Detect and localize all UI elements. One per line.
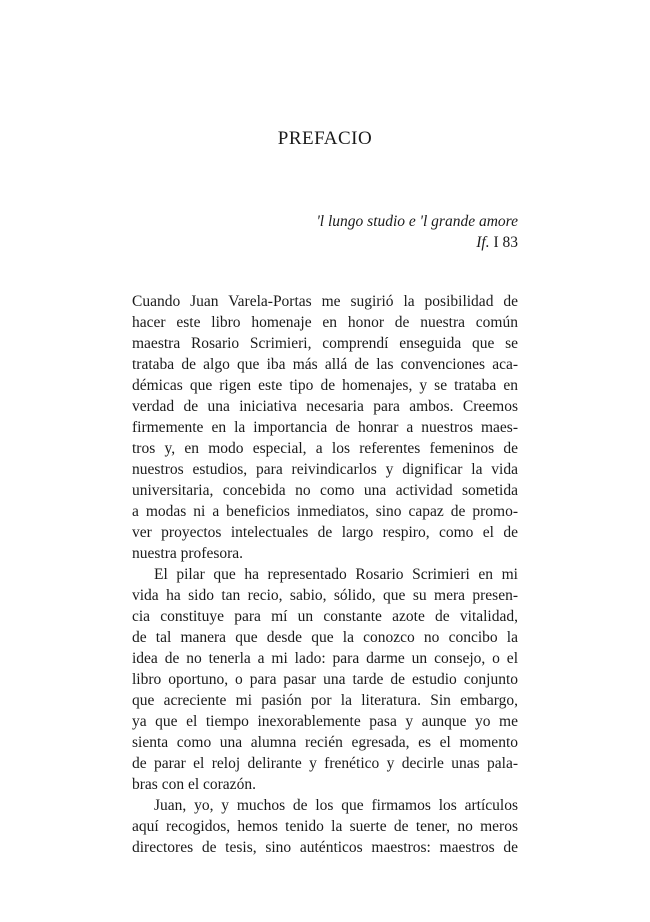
text-line: universitaria, concebida no como una actividad sometida: [132, 482, 518, 499]
text-line: trataba de algo que iba más allá de las convenciones aca-: [132, 356, 518, 373]
text-line: vida ha sido tan recio, sabio, sólido, que su mera presen-: [132, 587, 518, 604]
paragraph: [132, 291, 518, 564]
text-line: tros y, en modo especial, a los referentes femeninos de: [132, 440, 518, 457]
text-line: nuestros estudios, para reivindicarlos y dignificar la vida: [132, 461, 518, 478]
epigraph-citation-abbr: If.: [476, 234, 490, 251]
body-text: [132, 291, 518, 858]
text-line: cia constituye para mí un constante azote de vitalidad,: [132, 608, 518, 625]
text-line: El pilar que ha representado Rosario Scrimieri en mi: [154, 566, 518, 583]
text-line: Cuando Juan Varela-Portas me sugirió la posibilidad de: [132, 293, 518, 310]
paragraph: [132, 564, 518, 795]
text-line: verdad de una iniciativa necesaria para ambos. Creemos: [132, 398, 518, 415]
text-line: nuestra profesora.: [132, 545, 244, 562]
text-line: sienta como una alumna recién egresada, es el momento: [132, 734, 518, 751]
epigraph-quote: 'l lungo studio e 'l grande amore: [316, 213, 518, 230]
paragraph: [132, 795, 518, 858]
text-line: bras con el corazón.: [132, 776, 256, 793]
text-line: Juan, yo, y muchos de los que firmamos los artículos: [154, 797, 518, 814]
text-line: aquí recogidos, hemos tenido la suerte de tener, no meros: [132, 818, 518, 835]
text-line: ya que el tiempo inexorablemente pasa y aunque yo me: [132, 713, 518, 730]
text-line: libro oportuno, o para pasar una tarde de estudio conjunto: [132, 671, 518, 688]
page-title: PREFACIO: [277, 128, 373, 149]
text-line: ver proyectos intelectuales de largo respiro, como el de: [132, 524, 518, 541]
text-line: de tal manera que desde que la conozco no concibo la: [132, 629, 518, 646]
text-line: maestra Rosario Scrimieri, comprendí enseguida que se: [132, 335, 518, 352]
text-line: que acreciente mi pasión por la literatura. Sin embargo,: [132, 692, 518, 709]
text-line: idea de no tenerla a mi lado: para darme un consejo, o el: [132, 650, 518, 667]
epigraph-citation: [316, 232, 518, 253]
text-line: a modas ni a beneficios inmediatos, sino capaz de promo-: [132, 503, 518, 520]
text-line: hacer este libro homenaje en honor de nuestra común: [132, 314, 518, 331]
text-line: démicas que rigen este tipo de homenajes, y se trataba en: [132, 377, 518, 394]
text-line: de parar el reloj delirante y frenético y decirle unas pala-: [132, 755, 518, 772]
epigraph-citation-ref: I 83: [489, 234, 518, 251]
text-line: directores de tesis, sino auténticos maestros: maestros de: [132, 839, 518, 856]
text-line: firmemente en la importancia de honrar a nuestros maes-: [132, 419, 518, 436]
epigraph: [316, 211, 518, 253]
